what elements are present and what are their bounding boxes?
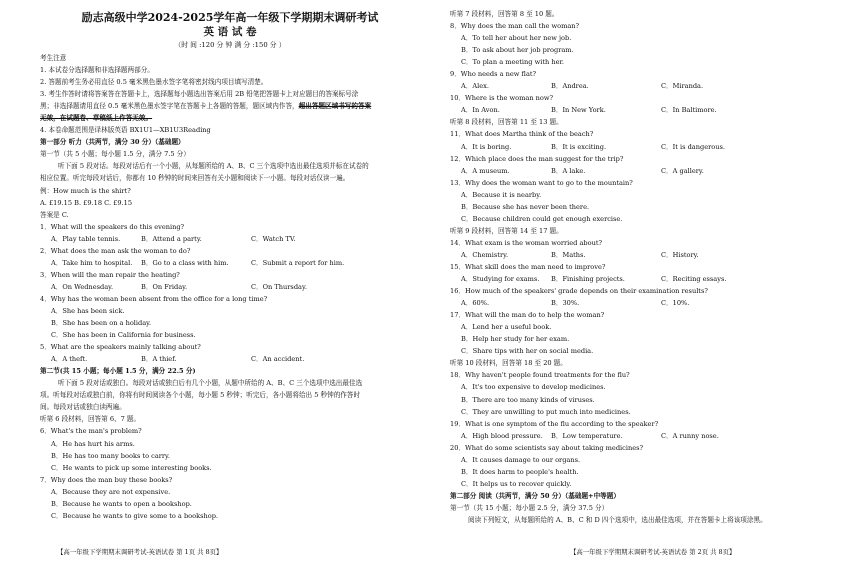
option-c: C．Because he wants to give some to a bookshop. (51, 511, 219, 520)
option-c: C．It helps us to recover quickly. (461, 479, 572, 488)
footer-left: 【高一年级下学期期末调研考试-英语试卷 第 1页 共 8页】 (57, 548, 223, 556)
question-16-options (450, 297, 830, 309)
option-b: B．Low temperature. (551, 431, 623, 440)
question-17: 17．What will the man do to help the woman? (450, 311, 605, 320)
option-b: B．In New York. (551, 106, 606, 115)
option-a: A．Studying for exams. (461, 275, 540, 284)
material-9: 听第 9 段材料，回答第 14 至 17 题。 (450, 226, 563, 235)
option-b: B．It is exciting. (551, 142, 607, 151)
option-c: C．10%. (661, 299, 690, 308)
option-c: C．History. (661, 250, 699, 259)
exam-subtitle: 英 语 试 卷 (203, 26, 257, 38)
option-b: B．30%. (551, 299, 580, 308)
question-13: 13．Why does the woman want to go to the mountain? (450, 178, 633, 187)
part1-intro4: 项。听每段对话或独白前，你将有时间阅读各个小题，每小题 5 秒钟；听完后，各小题将给出 5 秒钟的作答时 (40, 391, 361, 400)
part1-sec2: 第二节(共 15 小题；每小题 1.5 分，满分 22.5 分) (40, 367, 196, 376)
question-11: 11．What does Martha think of the beach? (450, 130, 594, 139)
option-a: A．A theft. (51, 355, 88, 364)
option-b: B．Help her study for her exam. (461, 335, 570, 344)
question-16: 16．How much of the speakers' grade depends on their examination results? (450, 287, 708, 296)
note-1: 1. 本试卷分选择题和非选择题两部分。 (40, 66, 154, 75)
material-8: 听第 8 段材料，回答第 11 至 13 题。 (450, 118, 563, 127)
question-2-options (40, 257, 420, 269)
option-b: B．She has been on a holiday. (51, 319, 152, 328)
option-a: A．Chemistry. (461, 250, 509, 259)
question-9-options (450, 80, 830, 92)
question-8: 8．Why does the man call the woman? (450, 22, 580, 31)
option-a: A．In Avon. (461, 106, 500, 115)
example-options: A. £19.15 B. £9.18 C. £9.15 (40, 198, 133, 207)
option-c: C．They are unwilling to put much into medicines. (461, 407, 631, 416)
question-4: 4．Why has the woman been absent from the office for a long time? (40, 294, 268, 303)
question-12: 12．Which place does the man suggest for the trip? (450, 154, 624, 163)
option-b: B．A lake. (551, 166, 586, 175)
option-a: A．60%. (461, 299, 490, 308)
question-20: 20．What do some scientists say about taking medicines? (450, 443, 644, 452)
note-3a: 3. 考生作答时请将答案答在答题卡上，选择题每小题选出答案后用 2B 铅笔把答题卡上对应题目的答案标号涂 (40, 90, 359, 99)
option-a: A．It is boring. (461, 142, 512, 151)
question-11-options (450, 141, 830, 153)
note-4: 4. 本卷命题范围是译林版英语 BX1U1—XB1U3Reading (40, 126, 211, 135)
question-15: 15．What skill does the man need to improve? (450, 262, 606, 271)
note-2: 2. 答题前考生务必用直径 0.5 毫米黑色墨水签字笔将密封线内项目填写清楚。 (40, 78, 268, 87)
option-a: A．He has hurt his arms. (51, 439, 135, 448)
option-b: B．Attend a party. (141, 234, 202, 243)
notes-heading: 考生注意 (40, 54, 67, 62)
material-10: 听第 10 段材料，回答第 18 至 20 题。 (450, 359, 567, 368)
option-c: C．Miranda. (661, 82, 704, 91)
right-column (450, 8, 830, 526)
part1-heading: 第一部分 听力（共两节，满分 30 分）（基础题） (40, 138, 185, 147)
option-a: A．High blood pressure. (461, 431, 543, 440)
material-7: 听第 7 段材料，回答第 8 至 10 题。 (450, 10, 559, 18)
option-b: B．Maths. (551, 250, 586, 259)
option-b: B．Go to a class with him. (141, 258, 229, 267)
part2-intro: 阅读下列短文，从每题所给的 A、B、C 和 D 四个选项中，选出最佳选项，并在答题卡上将该项涂黑。 (468, 515, 767, 524)
option-c: C．To plan a meeting with her. (461, 58, 565, 67)
left-column (40, 8, 420, 522)
question-5-options (40, 353, 420, 365)
part1-intro5: 间。每段对话或独白读两遍。 (40, 403, 126, 412)
option-c: C．An accident. (251, 355, 305, 364)
question-12-options (450, 165, 830, 177)
option-b: B．Because he wants to open a bookshop. (51, 499, 192, 508)
option-b: B．To ask about her job program. (461, 46, 574, 55)
option-c: C．It is dangerous. (661, 142, 725, 151)
exam-title: 励志高级中学2024-2025学年高一年级下学期期末调研考试 (81, 11, 379, 24)
option-c: C．Submit a report for him. (251, 258, 345, 267)
option-c: C．She has been in California for business. (51, 331, 196, 340)
question-10: 10．Where is the woman now? (450, 94, 554, 103)
option-c: C．Share tips with her on social media. (461, 347, 594, 356)
option-c: C．A gallery. (661, 166, 704, 175)
example-answer: 答案是 C. (40, 210, 69, 219)
part2-sec1: 第一节（共 15 小题；每小题 2.5 分，满分 37.5 分） (450, 503, 609, 512)
option-c: C．In Baltimore. (661, 106, 717, 115)
question-15-options (450, 273, 830, 285)
question-6: 6．What's the man's problem? (40, 427, 142, 436)
option-a: A．Lend her a useful book. (461, 323, 552, 332)
question-5: 5．What are the speakers mainly talking about? (40, 343, 201, 352)
example: 例：How much is the shirt? (40, 186, 131, 195)
question-2: 2．What does the man ask the woman to do? (40, 246, 191, 255)
option-a: A．A museum. (461, 166, 510, 175)
option-a: A．She has been sick. (51, 306, 125, 315)
option-a: A．Play table tennis. (51, 234, 121, 243)
question-10-options (450, 104, 830, 116)
option-b: B．It does harm to people's health. (461, 467, 579, 476)
option-b: B．On Friday. (141, 282, 188, 291)
question-3: 3．When will the man repair the heating? (40, 270, 180, 279)
part1-intro3: 听下面 5 段对话或独白。每段对话或独白后有几个小题，从题中所给的 A、B、C 三个选项中选出最佳选 (58, 379, 363, 388)
footer-right: 【高一年级下学期期末调研考试-英语试卷 第 2页 共 8页】 (570, 548, 736, 556)
question-14-options (450, 249, 830, 261)
option-a: A．Because it is nearby. (461, 190, 542, 199)
option-b: B．Because she has never been there. (461, 202, 590, 211)
option-b: B．A thief. (141, 355, 177, 364)
question-19-options (450, 430, 830, 442)
exam-meta: （时 间 :120 分 钟 满 分 :150 分 ） (174, 41, 286, 49)
option-a: A．Take him to hospital. (51, 258, 133, 267)
option-b: B．Finishing projects. (551, 275, 625, 284)
option-c: C．Watch TV. (251, 234, 296, 243)
note-3b-strike: 超出答题区域书写的答案 (298, 102, 372, 111)
option-b: B．Andrea. (551, 82, 589, 91)
option-c: C．Reciting essays. (661, 275, 727, 284)
option-b: B．He has too many books to carry. (51, 451, 171, 460)
part2-heading: 第二部分 阅读（共两节，满分 50 分）（基础题+中等题） (450, 491, 620, 500)
question-3-options (40, 281, 420, 293)
option-c: C．On Thursday. (251, 282, 307, 291)
option-c: C．Because children could get enough exercise. (461, 214, 623, 223)
question-7: 7．Why does the man buy these books? (40, 475, 173, 484)
question-19: 19．What is one symptom of the flu according to the speaker? (450, 419, 659, 428)
option-a: A．To tell her about her new job. (461, 34, 572, 43)
note-3b-text: 黑；非选择题请用直径 0.5 毫米黑色墨水签字笔在答题卡上各题的答题，题区域内作答， (40, 102, 299, 111)
question-1: 1．What will the speakers do this evening? (40, 222, 185, 231)
option-c: C．A runny nose. (661, 431, 719, 440)
option-c: C．He wants to pick up some interesting books. (51, 463, 212, 472)
option-a: A．Because they are not expensive. (51, 487, 171, 496)
question-14: 14．What exam is the woman worried about? (450, 238, 603, 247)
note-3b (40, 100, 420, 112)
part1-intro1: 听下面 5 段对话。每段对话后有一个小题，从每题所给的 A、B、C 三个选项中选出最佳选项并标在试卷的 (58, 162, 369, 171)
question-18: 18．Why haven't people found treatments for the flu? (450, 371, 630, 380)
question-1-options (40, 233, 420, 245)
question-9: 9．Who needs a new flat? (450, 70, 537, 79)
part1-intro2: 相应位置。听完每段对话后，你都有 10 秒钟的时间来回答有关小题和阅读下一小题。每段对话仅读一遍。 (40, 174, 350, 183)
option-a: A．It causes damage to our organs. (461, 455, 581, 464)
part1-sec1: 第一节（共 5 小题；每小题 1.5 分，满分 7.5 分） (40, 150, 190, 159)
option-a: A．It's too expensive to develop medicines. (461, 383, 606, 392)
option-a: A．Alex. (461, 82, 489, 91)
option-b: B．There are too many kinds of viruses. (461, 395, 595, 404)
option-a: A．On Wednesday. (51, 282, 114, 291)
material-6: 听第 6 段材料，回答第 6、7 题。 (40, 415, 141, 424)
note-3c: 无效，在试题卷、草稿纸上作答无效。 (40, 114, 153, 123)
